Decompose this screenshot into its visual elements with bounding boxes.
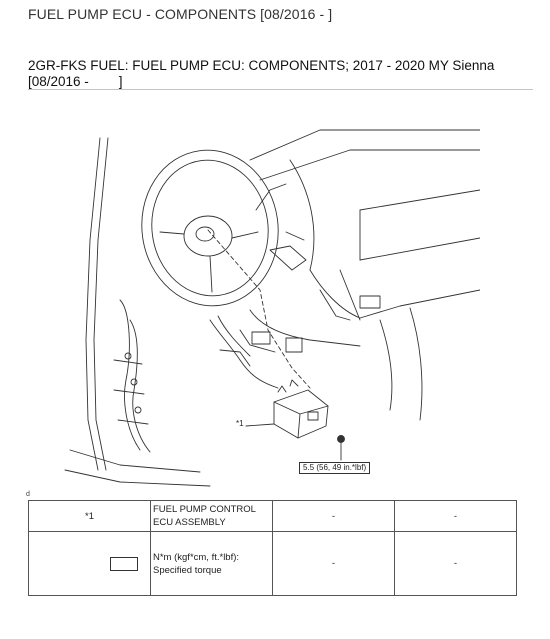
legend-id-cell: *1 (29, 501, 151, 532)
callout-label: *1 (236, 419, 244, 428)
table-row (29, 501, 517, 532)
torque-callout (299, 462, 370, 474)
leader-line-dashed (208, 230, 310, 388)
component-illustration (60, 120, 480, 492)
door-frame-drawing (65, 138, 210, 486)
legend-description-cell-2: - (395, 532, 517, 596)
fuel-pump-ecu-drawing (274, 380, 328, 438)
legend-description-line1: N*m (kgf*cm, ft.*lbf): (153, 551, 240, 563)
legend-description-line2: Specified torque (153, 564, 222, 576)
steering-wheel-drawing (132, 141, 288, 314)
page-header: FUEL PUMP ECU - COMPONENTS [08/2016 - ] (28, 6, 333, 22)
section-title-line2: [08/2016 - ] (28, 74, 123, 89)
legend-symbol-cell (29, 532, 151, 596)
legend-description-cell-2: - (395, 501, 517, 532)
figure-code: d (26, 491, 30, 498)
table-row (29, 532, 517, 596)
dashboard-drawing (240, 130, 480, 420)
torque-symbol-icon (110, 557, 138, 571)
legend-id-cell-2: - (273, 501, 395, 532)
section-divider (28, 89, 533, 90)
legend-description-cell (151, 501, 273, 532)
bolt-drawing (338, 436, 345, 461)
section-title (28, 58, 528, 90)
section-title-line1: 2GR-FKS FUEL: FUEL PUMP ECU: COMPONENTS; 2017 - 2020 MY Sienna (28, 58, 495, 73)
legend-description-cell (151, 532, 273, 596)
legend-table (28, 500, 517, 596)
legend-description-line1: FUEL PUMP CONTROL (153, 504, 256, 515)
legend-description-line2: ECU ASSEMBLY (153, 517, 226, 528)
torque-value: 5.5 (56, 49 in.*lbf) (303, 463, 367, 472)
wiring-harness-drawing (210, 316, 302, 388)
legend-id-cell-2: - (273, 532, 395, 596)
